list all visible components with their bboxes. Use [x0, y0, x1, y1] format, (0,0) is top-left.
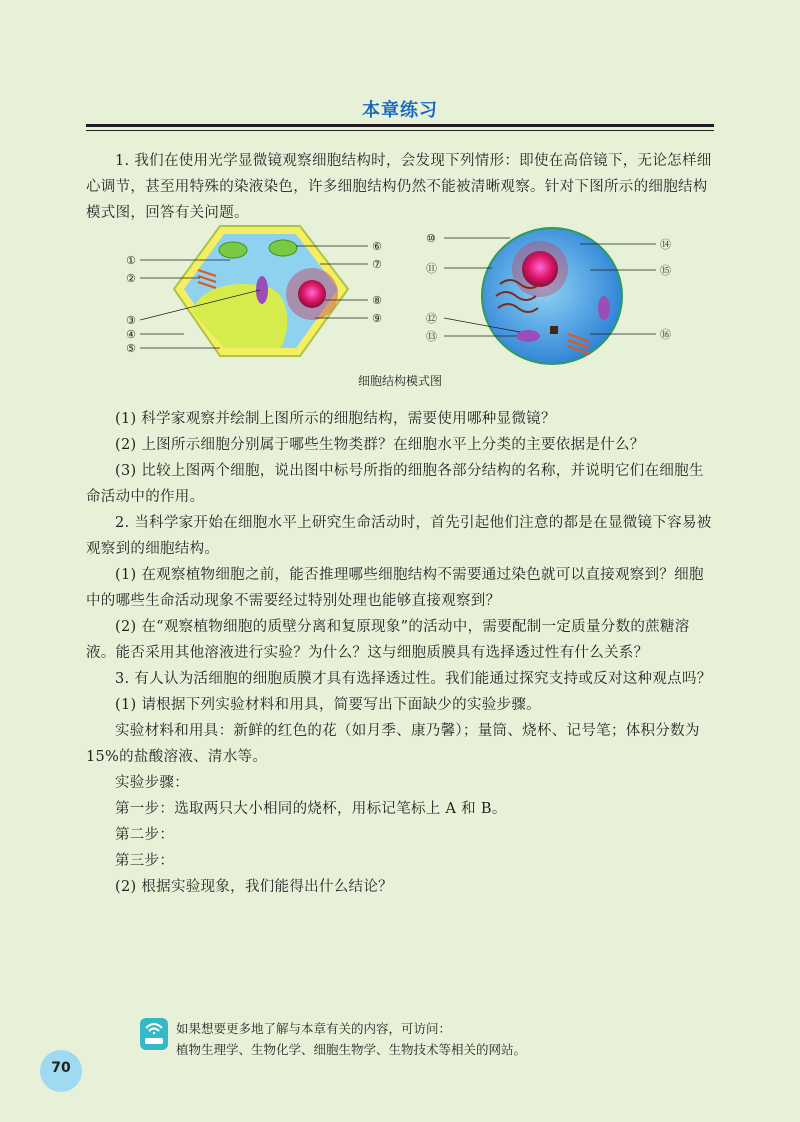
q1-sub2: (2) 上图所示细胞分别属于哪些生物类群？在细胞水平上分类的主要依据是什么？ [115, 437, 645, 453]
q3-steps-title: 实验步骤： [115, 775, 189, 791]
animal-mitochondrion-2 [598, 296, 610, 320]
label-16: ⑯ [660, 328, 671, 341]
plant-nucleus [298, 280, 326, 308]
animal-centrosome [550, 326, 558, 334]
label-1: ① [126, 254, 136, 267]
q2-sub1: (1) 在观察植物细胞之前，能否推理哪些细胞结构不需要通过染色就可以直接观察到？细胞中的哪些生命活动现象不需要经过特别处理也能够直接观察到？ [86, 567, 704, 609]
wifi-icon [144, 1022, 164, 1034]
label-2: ② [126, 272, 136, 285]
title-rule-thin [86, 130, 714, 131]
animal-nucleus [522, 251, 558, 287]
question-block [86, 406, 716, 900]
label-11: ⑪ [426, 262, 437, 275]
plant-chloroplast-1 [219, 242, 247, 258]
question-1-stem: 1. 我们在使用光学显微镜观察细胞结构时，会发现下列情形：即使在高倍镜下，无论怎样细心调节，甚至用特殊的染液染色，许多细胞结构仍然不能被清晰观察。针对下图所示的细胞结构模式图，回答有关问题。 [86, 153, 712, 221]
q3-step1: 第一步：选取两只大小相同的烧杯，用标记笔标上 A 和 B。 [115, 801, 507, 817]
footer-line-1: 如果想要更多地了解与本章有关的内容，可访问： [176, 1021, 452, 1036]
page-number: 70 [51, 1060, 71, 1076]
label-13: ⑬ [426, 330, 437, 343]
cell-structure-figure [120, 224, 690, 384]
question-2-stem: 2. 当科学家开始在细胞水平上研究生命活动时，首先引起他们注意的都是在显微镜下容易被观察到的细胞结构。 [86, 515, 712, 557]
animal-cell [426, 228, 671, 364]
label-3: ③ [126, 314, 136, 327]
cell-diagram [120, 224, 690, 369]
q3-materials: 实验材料和用具：新鲜的红色的花（如月季、康乃馨）；量筒、烧杯、记号笔；体积分数为15%的盐酸溶液、清水等。 [86, 723, 700, 765]
label-4: ④ [126, 328, 136, 341]
figure-caption: 细胞结构模式图 [357, 374, 442, 388]
label-7: ⑦ [372, 258, 382, 271]
label-8: ⑧ [372, 294, 382, 307]
label-5: ⑤ [126, 342, 136, 355]
q3-sub1: (1) 请根据下列实验材料和用具，简要写出下面缺少的实验步骤。 [115, 697, 541, 713]
plant-vacuole [192, 284, 287, 348]
q3-step3: 第三步： [115, 853, 175, 869]
title-rule-thick [86, 124, 714, 127]
web-link-bar [145, 1038, 163, 1044]
label-6: ⑥ [372, 240, 382, 253]
q1-sub3: (3) 比较上图两个细胞，说出图中标号所指的细胞各部分结构的名称，并说明它们在细胞生命活动中的作用。 [86, 463, 704, 505]
plant-cell [126, 226, 382, 356]
web-link-icon [140, 1018, 168, 1050]
q3-sub2: (2) 根据实验现象，我们能得出什么结论？ [115, 879, 393, 895]
q3-step2: 第二步： [115, 827, 175, 843]
label-15: ⑮ [660, 264, 671, 277]
chapter-title: 本章练习 [362, 100, 438, 121]
q1-sub1: (1) 科学家观察并绘制上图所示的细胞结构，需要使用哪种显微镜？ [115, 411, 556, 427]
q2-sub2: (2) 在“观察植物细胞的质壁分离和复原现象”的活动中，需要配制一定质量分数的蔗糖溶液。能否采用其他溶液进行实验？为什么？这与细胞质膜具有选择透过性有什么关系？ [86, 619, 690, 661]
question-3-stem: 3. 有人认为活细胞的细胞质膜才具有选择透过性。我们能通过探究支持或反对这种观点吗？ [115, 671, 712, 687]
label-14: ⑭ [660, 238, 671, 251]
label-10: ⑩ [426, 232, 436, 245]
footer-line-2: 植物生理学、生物化学、细胞生物学、生物技术等相关的网站。 [176, 1042, 527, 1057]
footer-lines [176, 1018, 696, 1060]
label-12: ⑫ [426, 312, 437, 325]
label-9: ⑨ [372, 312, 382, 325]
footer-note [140, 1018, 700, 1064]
plant-mitochondrion [256, 276, 268, 304]
plant-chloroplast-2 [269, 240, 297, 256]
